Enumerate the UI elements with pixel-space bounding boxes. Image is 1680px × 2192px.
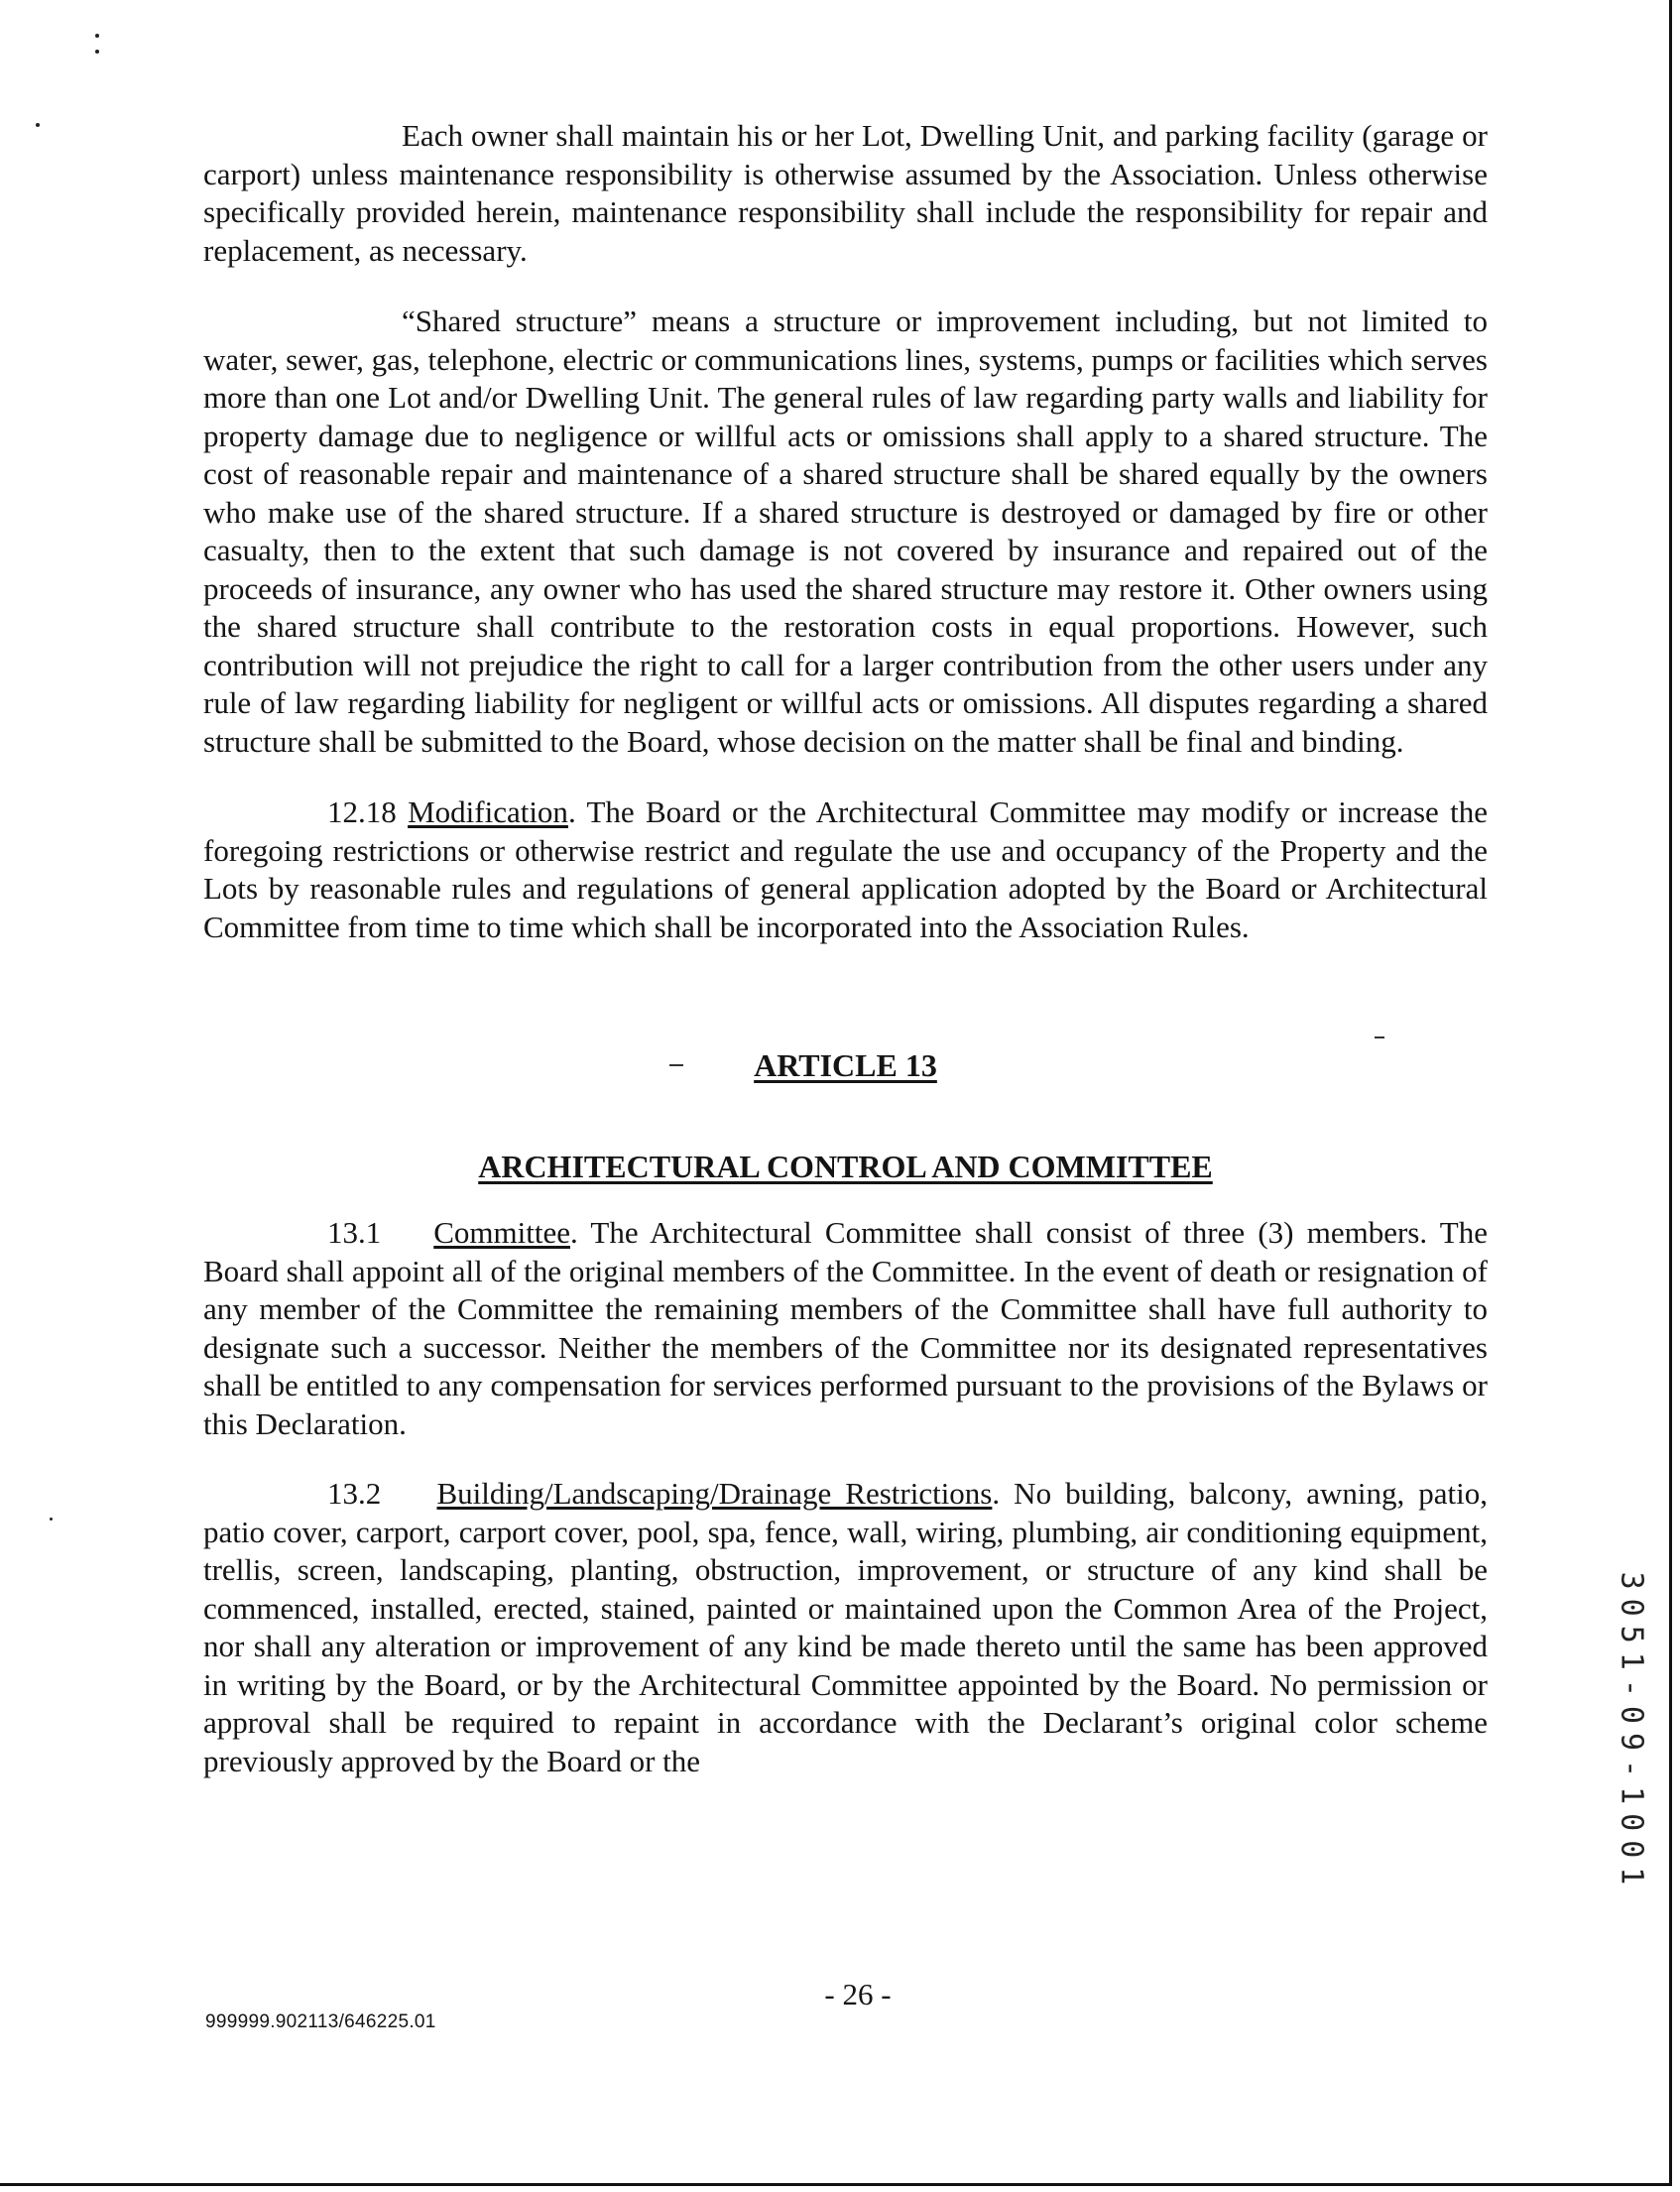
paragraph-owner-maintenance	[203, 117, 1488, 270]
section-13-2	[203, 1475, 1488, 1780]
section-13-1	[203, 1214, 1488, 1443]
margin-stamp-text: 3051-09-1001	[1614, 1571, 1649, 1894]
section-12-18	[203, 793, 1488, 946]
section-body: . The Architectural Committee shall consist of three (3) members. The Board shall appoint all of the original members of the Committee. In the event of death or resignation of any member of the Committee the remaining members of the Committee shall have full authority to designate such a successor. Neither the members of the Committee nor its designated representatives shall be entitled to any compensation for services performed pursuant to the provisions of the Bylaws or this Declaration.	[203, 1215, 1489, 1441]
paragraph-text: Each owner shall maintain his or her Lot, Dwelling Unit, and parking facility (garage or carport) unless maintenance responsibility is otherwise assumed by the Association. Unless otherwise specifically provided herein, maintenance responsibility shall include the responsibility for repair and replacement, as necessary.	[203, 118, 1488, 268]
margin-stamp	[1592, 1571, 1671, 1894]
scan-speck	[36, 123, 40, 127]
section-body: . No building, balcony, awning, patio, patio cover, carport, carport cover, pool, spa, fence, wall, wiring, plumbing, air conditioning equipment, trellis, screen, landscaping, planting, obstruction, improvement, or structure of any kind shall be commenced, installed, erected, stained, painted or maintained upon the Common Area of the Project, nor shall any alteration or improvement of any kind be made thereto until the same has been approved in writing by the Board, or by the Architectural Committee appointed by the Board. No permission or approval shall be required to repaint in accordance with the Declarant’s original color scheme previously approved by the Board or the	[203, 1476, 1488, 1778]
document-id: 999999.902113/646225.01	[205, 2011, 436, 2032]
paragraph-text: “Shared structure” means a structure or improvement including, but not limited to water, sewer, gas, telephone, electric or communications lines, systems, pumps or facilities which serves more than one Lot and/or Dwelling Unit. The general rules of law regarding party walls and liability for property damage due to negligence or willful acts or omissions shall apply to a shared structure. The cost of reasonable repair and maintenance of a shared structure shall be shared equally by the owners who make use of the shared structure. If a shared structure is destroyed or damaged by fire or other casualty, then to the extent that such damage is not covered by insurance and repaired out of the proceeds of insurance, any owner who has used the shared structure may restore it. Other owners using the shared structure shall contribute to the restoration costs in equal proportions. However, such contribution will not prejudice the right to call for a larger contribution from the other users under any rule of law regarding liability for negligent or willful acts or omissions. All disputes regarding a shared structure shall be submitted to the Board, whose decision on the matter shall be final and binding.	[203, 304, 1488, 759]
section-title: Modification	[408, 794, 568, 829]
paragraph-shared-structure	[203, 303, 1488, 761]
document-body	[203, 117, 1488, 1780]
article-title: ARCHITECTURAL CONTROL AND COMMITTEE	[478, 1149, 1213, 1184]
section-number: 13.1	[327, 1215, 382, 1250]
section-title: Building/Landscaping/Drainage Restrictions	[436, 1476, 993, 1511]
page-number: - 26 -	[824, 1977, 892, 2011]
section-title: Committee	[433, 1215, 570, 1250]
article-heading: ARTICLE 13	[754, 1047, 937, 1083]
section-number: 13.2	[327, 1476, 382, 1511]
scan-speck	[95, 34, 99, 38]
section-body: . The Board or the Architectural Committee may modify or increase the foregoing restrictions or otherwise restrict and regulate the use and occupancy of the Property and the Lots by reasonable rules and regulations of general application adopted by the Board or Architectural Committee from time to time which shall be incorporated into the Association Rules.	[203, 794, 1488, 944]
section-number: 12.18	[327, 794, 397, 829]
scan-speck	[50, 1518, 53, 1521]
scan-speck	[95, 50, 99, 54]
